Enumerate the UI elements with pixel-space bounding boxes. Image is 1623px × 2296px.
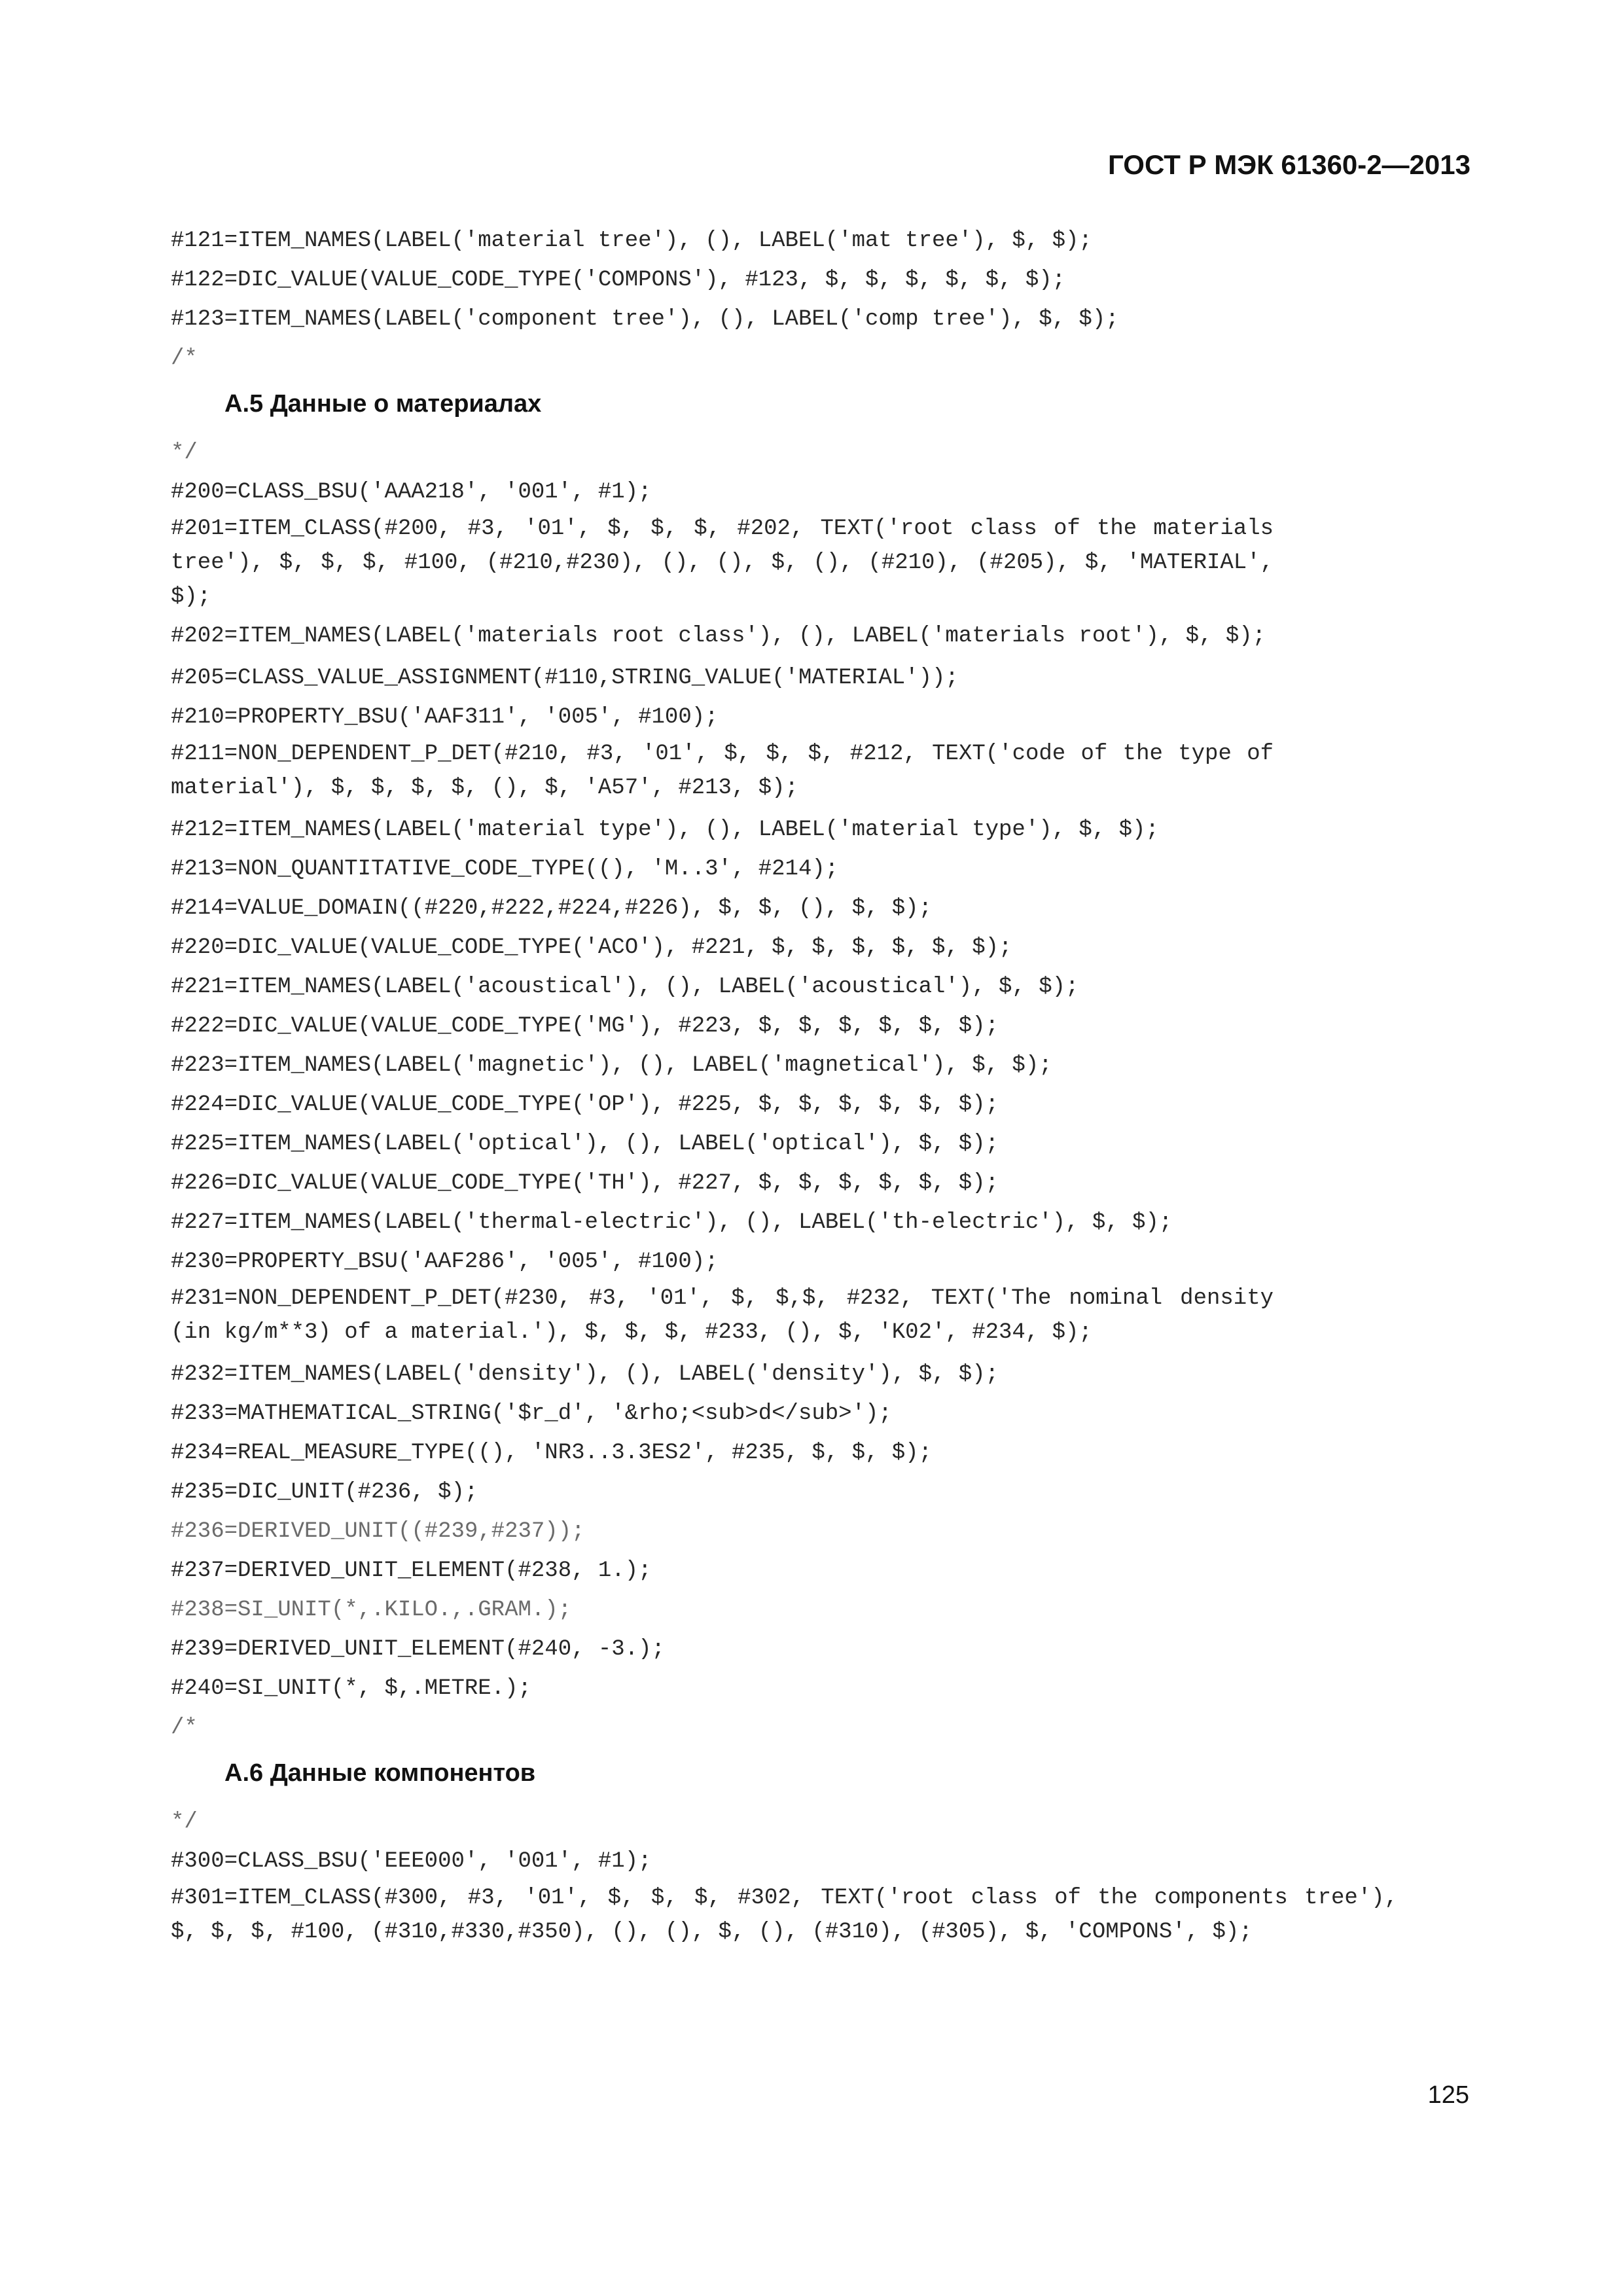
code-line: #222=DIC_VALUE(VALUE_CODE_TYPE('MG'), #223, $, $, $, $, $, $); bbox=[171, 1014, 999, 1039]
page-number: 125 bbox=[1427, 2081, 1469, 2109]
code-line: #210=PROPERTY_BSU('AAF311', '005', #100); bbox=[171, 705, 719, 730]
code-line: #300=CLASS_BSU('EEE000', '001', #1); bbox=[171, 1849, 652, 1874]
code-line: #213=NON_QUANTITATIVE_CODE_TYPE((), 'M..3', #214); bbox=[171, 857, 839, 882]
code-line: #238=SI_UNIT(*,.KILO.,.GRAM.); bbox=[171, 1598, 572, 1623]
comment-close: */ bbox=[171, 1810, 198, 1835]
code-line: #231=NON_DEPENDENT_P_DET(#230, #3, '01', $, $,$, #232, TEXT('The nominal density (in kg/m**3) of a material.'), $, $, $, #233, (), $, 'K02', #234, $); bbox=[171, 1286, 1274, 1345]
page-body bbox=[171, 221, 1473, 1954]
code-line: #123=ITEM_NAMES(LABEL('component tree'), (), LABEL('comp tree'), $, $); bbox=[171, 307, 1119, 332]
code-line: #224=DIC_VALUE(VALUE_CODE_TYPE('OP'), #225, $, $, $, $, $, $); bbox=[171, 1092, 999, 1117]
code-line: #122=DIC_VALUE(VALUE_CODE_TYPE('COMPONS'), #123, $, $, $, $, $, $); bbox=[171, 268, 1066, 293]
comment-open: /* bbox=[171, 1715, 198, 1740]
code-line: #201=ITEM_CLASS(#200, #3, '01', $, $, $, #202, TEXT('root class of the materials tree'), $, $, $, #100, (#210,#230), (), (), $, (), (#210), (#205), $, 'MATERIAL', $); bbox=[171, 516, 1274, 609]
code-line: #121=ITEM_NAMES(LABEL('material tree'), (), LABEL('mat tree'), $, $); bbox=[171, 228, 1092, 253]
code-line: #221=ITEM_NAMES(LABEL('acoustical'), (), LABEL('acoustical'), $, $); bbox=[171, 975, 1079, 999]
code-line: #214=VALUE_DOMAIN((#220,#222,#224,#226), $, $, (), $, $); bbox=[171, 896, 932, 921]
standard-designation: ГОСТ Р МЭК 61360-2—2013 bbox=[1108, 149, 1471, 180]
code-line: #225=ITEM_NAMES(LABEL('optical'), (), LABEL('optical'), $, $); bbox=[171, 1132, 999, 1157]
code-line: #220=DIC_VALUE(VALUE_CODE_TYPE('ACO'), #221, $, $, $, $, $, $); bbox=[171, 935, 1012, 960]
code-line: #212=ITEM_NAMES(LABEL('material type'), (), LABEL('material type'), $, $); bbox=[171, 817, 1159, 842]
code-line: #237=DERIVED_UNIT_ELEMENT(#238, 1.); bbox=[171, 1558, 652, 1583]
code-line: #235=DIC_UNIT(#236, $); bbox=[171, 1480, 478, 1505]
section-heading-a5: А.5 Данные о материалах bbox=[224, 390, 542, 418]
code-line: #240=SI_UNIT(*, $,.METRE.); bbox=[171, 1676, 531, 1701]
comment-open: /* bbox=[171, 346, 198, 371]
code-line: #239=DERIVED_UNIT_ELEMENT(#240, -3.); bbox=[171, 1637, 665, 1662]
code-line: #230=PROPERTY_BSU('AAF286', '005', #100); bbox=[171, 1249, 719, 1274]
code-line: #200=CLASS_BSU('AAA218', '001', #1); bbox=[171, 480, 652, 505]
section-heading-a6: А.6 Данные компонентов bbox=[224, 1759, 536, 1787]
code-line: #223=ITEM_NAMES(LABEL('magnetic'), (), LABEL('magnetical'), $, $); bbox=[171, 1053, 1052, 1078]
code-line: #233=MATHEMATICAL_STRING('$r_d', '&rho;<sub>d</sub>'); bbox=[171, 1401, 892, 1426]
code-line: #232=ITEM_NAMES(LABEL('density'), (), LABEL('density'), $, $); bbox=[171, 1362, 999, 1387]
code-line: #205=CLASS_VALUE_ASSIGNMENT(#110,STRING_VALUE('MATERIAL')); bbox=[171, 666, 959, 691]
code-line: #211=NON_DEPENDENT_P_DET(#210, #3, '01', $, $, $, #212, TEXT('code of the type of material'), $, $, $, $, (), $, 'A57', #213, $); bbox=[171, 742, 1274, 800]
comment-close: */ bbox=[171, 440, 198, 465]
code-line: #234=REAL_MEASURE_TYPE((), 'NR3..3.3ES2', #235, $, $, $); bbox=[171, 1441, 932, 1465]
code-line: #227=ITEM_NAMES(LABEL('thermal-electric'), (), LABEL('th-electric'), $, $); bbox=[171, 1210, 1173, 1235]
code-line: #202=ITEM_NAMES(LABEL('materials root class'), (), LABEL('materials root'), $, $); bbox=[171, 624, 1266, 649]
code-line: #226=DIC_VALUE(VALUE_CODE_TYPE('TH'), #227, $, $, $, $, $, $); bbox=[171, 1171, 999, 1196]
code-line: #236=DERIVED_UNIT((#239,#237)); bbox=[171, 1519, 585, 1544]
code-line: #301=ITEM_CLASS(#300, #3, '01', $, $, $, #302, TEXT('root class of the components tree'), $, $, $, #100, (#310,#330,#350), (), (), $, (), (#310), (#305), $, 'COMPONS', $); bbox=[171, 1886, 1398, 1945]
